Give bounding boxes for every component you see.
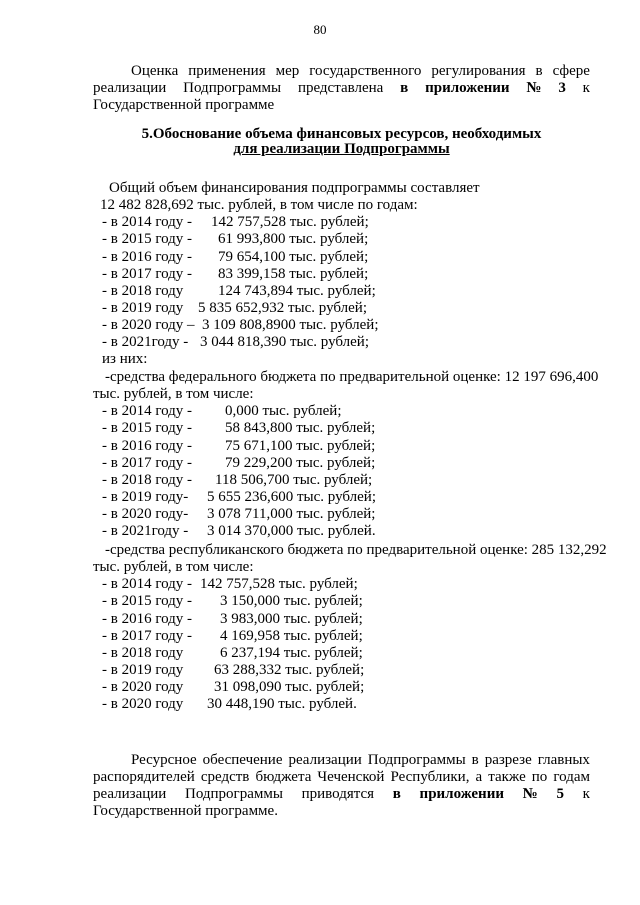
amount-value: 5 835 652,932 тыс. рублей; bbox=[198, 299, 367, 316]
year-row bbox=[97, 214, 617, 231]
year-label: - в 2016 году - bbox=[102, 610, 193, 627]
bold-word: № bbox=[526, 80, 542, 96]
year-label: - в 2014 году - bbox=[102, 214, 193, 231]
amount-value: 63 288,332 тыс. рублей; bbox=[214, 661, 365, 678]
outro-paragraph bbox=[131, 752, 590, 769]
year-row bbox=[97, 455, 617, 472]
year-row bbox=[97, 231, 617, 248]
year-label: - в 2014 году - bbox=[102, 576, 193, 593]
total-line-2: 12 482 828,692 тыс. рублей, в том числе по годам: bbox=[100, 197, 418, 214]
bold-word: в bbox=[392, 786, 401, 802]
year-row bbox=[97, 334, 617, 351]
heading-line-1: 5.Обоснование объема финансовых ресурсов, необходимых bbox=[141, 126, 542, 142]
word: в bbox=[535, 63, 543, 79]
amount-value: 3 983,000 тыс. рублей; bbox=[220, 610, 363, 627]
year-label: - в 2019 году bbox=[102, 299, 184, 316]
intro-line-1 bbox=[131, 63, 590, 80]
year-label: - в 2017 году - bbox=[102, 265, 193, 282]
amount-value: 6 237,194 тыс. рублей; bbox=[220, 644, 363, 661]
word: применения bbox=[188, 63, 266, 79]
word: реализации bbox=[288, 752, 362, 768]
word: приводятся bbox=[301, 786, 375, 802]
year-label: - в 2018 году bbox=[102, 282, 184, 299]
year-label: - в 2019 году- bbox=[102, 488, 189, 505]
year-label: - в 2015 году - bbox=[102, 231, 193, 248]
word: реализации bbox=[93, 786, 167, 802]
amount-value: 3 044 818,390 тыс. рублей; bbox=[200, 334, 369, 351]
amount-value: 124 743,894 тыс. рублей; bbox=[218, 282, 376, 299]
amount-value: 118 506,700 тыс. рублей; bbox=[215, 471, 373, 488]
word: Ресурсное bbox=[131, 752, 197, 768]
amount-value: 61 993,800 тыс. рублей; bbox=[218, 231, 369, 248]
year-row bbox=[97, 662, 617, 679]
year-label: - в 2014 году - bbox=[102, 403, 193, 420]
word: Подпрограммы bbox=[185, 786, 283, 802]
bold-word: № bbox=[522, 786, 538, 802]
year-row bbox=[97, 523, 617, 540]
year-label: - в 2017 году - bbox=[102, 627, 193, 644]
year-row bbox=[97, 283, 617, 300]
year-row bbox=[97, 576, 617, 593]
year-row bbox=[97, 696, 617, 713]
year-row bbox=[97, 472, 617, 489]
intro-line-2 bbox=[93, 80, 590, 97]
bold-word: 5 bbox=[556, 786, 564, 802]
year-label: - в 2015 году - bbox=[102, 420, 193, 437]
word: также bbox=[488, 769, 526, 785]
page-number: 80 bbox=[313, 22, 327, 37]
amount-value: 83 399,158 тыс. рублей; bbox=[218, 265, 369, 282]
outro-line-1 bbox=[131, 752, 590, 769]
amount-value: 0,000 тыс. рублей; bbox=[225, 403, 342, 420]
outro-paragraph-cont bbox=[93, 769, 590, 820]
year-label: - в 2016 году - bbox=[102, 248, 193, 265]
year-row bbox=[97, 249, 617, 266]
year-label: - в 2020 году bbox=[102, 696, 184, 713]
word: разрезе bbox=[484, 752, 532, 768]
republic-line-1: -средства республиканского бюджета по предварительной оценке: 285 132,292 bbox=[105, 542, 607, 558]
republic-block bbox=[93, 542, 617, 713]
republic-line-2: тыс. рублей, в том числе: bbox=[93, 559, 254, 576]
bold-word: 3 bbox=[558, 80, 566, 96]
word: годам bbox=[553, 769, 590, 785]
amount-value: 142 757,528 тыс. рублей; bbox=[211, 214, 369, 231]
year-label: - в 2015 году - bbox=[102, 593, 193, 610]
federal-year-list bbox=[97, 403, 617, 540]
amount-value: 3 109 808,8900 тыс. рублей; bbox=[202, 317, 379, 334]
amount-value: 142 757,528 тыс. рублей; bbox=[200, 576, 358, 593]
year-row bbox=[97, 300, 617, 317]
year-label: - в 2020 году bbox=[102, 679, 184, 696]
amount-value: 31 098,090 тыс. рублей; bbox=[214, 679, 365, 696]
word: в bbox=[471, 752, 479, 768]
amount-value: 75 671,100 тыс. рублей; bbox=[225, 437, 376, 454]
total-line-1: Общий объем финансирования подпрограммы составляет bbox=[109, 180, 480, 196]
amount-value: 79 229,200 тыс. рублей; bbox=[225, 454, 376, 471]
intro-paragraph bbox=[131, 63, 590, 80]
intro-line-3: Государственной программе bbox=[93, 97, 275, 113]
heading-line-2: для реализации Подпрограммы bbox=[233, 141, 450, 157]
year-row bbox=[97, 593, 617, 610]
republic-year-list bbox=[97, 576, 617, 713]
of-them-label: из них: bbox=[102, 351, 148, 368]
amount-value: 3 014 370,000 тыс. рублей. bbox=[207, 523, 376, 540]
word: представлена bbox=[297, 80, 384, 96]
year-label: - в 2019 году bbox=[102, 661, 184, 678]
word: государственного bbox=[309, 63, 422, 79]
year-row bbox=[97, 489, 617, 506]
year-label: - в 2016 году - bbox=[102, 437, 193, 454]
word: регулирования bbox=[431, 63, 526, 79]
year-label: - в 2021году - bbox=[102, 523, 189, 540]
word: главных bbox=[537, 752, 590, 768]
outro-line-2 bbox=[93, 769, 590, 786]
total-financing-block bbox=[97, 180, 617, 369]
word: средств bbox=[200, 769, 250, 785]
bold-word: в bbox=[400, 80, 409, 96]
year-row bbox=[97, 420, 617, 437]
amount-value: 58 843,800 тыс. рублей; bbox=[225, 420, 376, 437]
section-heading bbox=[93, 127, 590, 157]
word: к bbox=[582, 80, 590, 96]
word: Подпрограммы bbox=[183, 80, 282, 96]
amount-value: 3 150,000 тыс. рублей; bbox=[220, 593, 363, 610]
outro-line-4: Государственной программе. bbox=[93, 803, 278, 819]
amount-value: 30 448,190 тыс. рублей. bbox=[207, 696, 357, 713]
year-row bbox=[97, 506, 617, 523]
year-label: - в 2021году - bbox=[102, 334, 189, 351]
intro-paragraph-cont bbox=[93, 80, 590, 114]
federal-line-1: -средства федерального бюджета по предварительной оценке: 12 197 696,400 bbox=[105, 369, 599, 385]
word: по bbox=[531, 769, 548, 785]
word: а bbox=[475, 769, 483, 785]
word: мер bbox=[275, 63, 300, 79]
word: бюджета bbox=[255, 769, 312, 785]
word: Оценка bbox=[131, 63, 179, 79]
amount-value: 5 655 236,600 тыс. рублей; bbox=[207, 488, 376, 505]
word: обеспечение bbox=[202, 752, 283, 768]
year-label: - в 2020 году- bbox=[102, 506, 189, 523]
year-label: - в 2018 году - bbox=[102, 471, 193, 488]
year-row bbox=[97, 266, 617, 283]
word: сфере bbox=[552, 63, 590, 79]
total-year-list bbox=[97, 214, 617, 351]
word: распорядителей bbox=[93, 769, 195, 785]
word: реализации bbox=[93, 80, 167, 96]
year-label: - в 2020 году – bbox=[102, 317, 195, 334]
amount-value: 3 078 711,000 тыс. рублей; bbox=[207, 506, 376, 523]
year-row bbox=[97, 611, 617, 628]
year-row bbox=[97, 628, 617, 645]
bold-word: приложении bbox=[425, 80, 510, 96]
word: Подпрограммы bbox=[367, 752, 466, 768]
outro-line-3 bbox=[93, 786, 590, 803]
federal-block bbox=[93, 369, 617, 540]
word: к bbox=[582, 786, 590, 802]
year-row bbox=[97, 645, 617, 662]
year-row bbox=[97, 403, 617, 420]
year-row bbox=[97, 679, 617, 696]
word: Республики, bbox=[390, 769, 470, 785]
amount-value: 4 169,958 тыс. рублей; bbox=[220, 627, 363, 644]
year-label: - в 2017 году - bbox=[102, 454, 193, 471]
year-row bbox=[97, 438, 617, 455]
bold-word: приложении bbox=[419, 786, 504, 802]
amount-value: 79 654,100 тыс. рублей; bbox=[218, 248, 369, 265]
word: Чеченской bbox=[317, 769, 385, 785]
year-label: - в 2018 году bbox=[102, 644, 184, 661]
year-row bbox=[97, 317, 617, 334]
federal-line-2: тыс. рублей, в том числе: bbox=[93, 386, 254, 403]
